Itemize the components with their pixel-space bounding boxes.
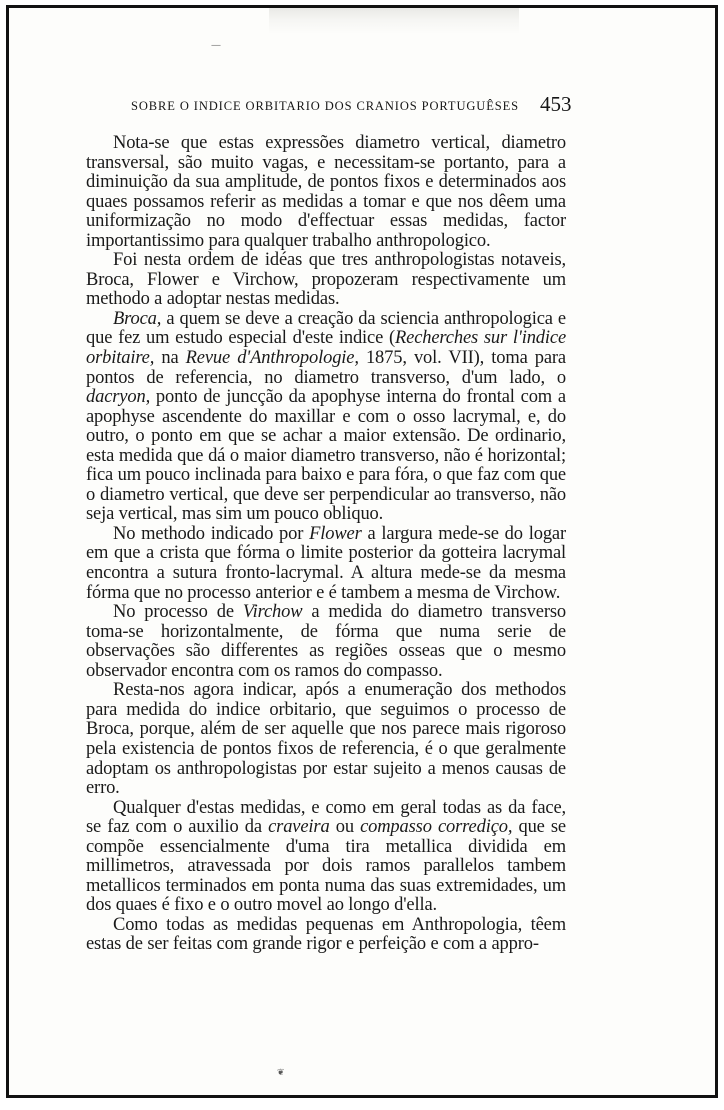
italic-text: Broca, [113, 308, 162, 329]
text-run: Como todas as medidas pequenas em Anthropologia, têem estas de ser feitas com grande rigor e perfeição e com a appro- [86, 914, 566, 955]
ink-mark: — [211, 40, 221, 51]
paragraph [86, 310, 566, 525]
text-run: No processo de [113, 602, 243, 623]
footer-ink-mark: ❦ [277, 1068, 285, 1078]
text-run: a quem se deve a creação da sciencia anthropologica e que fez um estudo especial d'este indice ( [86, 308, 566, 349]
text-run: na [154, 348, 186, 369]
paragraph [86, 251, 566, 310]
text-run: Nota-se que estas expressões diametro vertical, diametro transversal, são muito vagas, e necessitam-se portanto, para a diminuição da sua amplitude, de pontos fixos e determinados aos quaes possamos referir as medidas a tomar e que nos dêem uma uniformização no modo d'effectuar essas medidas, factor importantissimo para qualquer trabalho anthropologico. [86, 133, 566, 251]
text-run: que se compõe essencialmente d'uma tira metallica dividida em millimetros, atravessada por dois ramos parallelos tambem metallicos terminados em ponta numa das suas extremidades, um dos quaes é fixo e o outro movel ao longo d'ella. [86, 817, 566, 916]
text-run: 1875, vol. VII), toma para pontos de referencia, no diametro transverso, d'um lado, o [86, 348, 566, 388]
italic-text: Flower [309, 523, 362, 544]
body-text [86, 134, 566, 955]
text-run: Foi nesta ordem de idéas que tres anthropologistas notaveis, Broca, Flower e Virchow, propozeram respectivamente um methodo a adoptar nestas medidas. [86, 250, 566, 310]
text-run: a medida do diametro transverso toma-se horizontalmente, de fórma que numa serie de observações são differentes as regiões osseas que o mesmo observador encontra com os ramos do compasso. [86, 602, 566, 681]
running-head-title: SOBRE O INDICE ORBITARIO DOS CRANIOS PORTUGUÊSES [131, 99, 520, 113]
text-run: a largura mede-se do logar em que a crista que fórma o limite posterior da gotteira lacrymal encontra a sutura fronto-lacrymal. A altura mede-se da mesma fórma que no processo anterior e é tambem a mesma de Virchow. [86, 523, 566, 603]
italic-text: compasso corrediço, [360, 817, 513, 838]
italic-text: Recherches sur l'indice orbitaire, [86, 328, 567, 369]
paragraph [86, 603, 566, 681]
italic-text: Virchow [242, 602, 303, 623]
scanned-page [6, 5, 718, 1098]
italic-text: craveira [268, 817, 330, 838]
page-number: 453 [540, 92, 572, 116]
italic-text: Revue d'Anthropologie, [185, 348, 359, 369]
text-run: ou [329, 817, 361, 838]
paragraph [86, 681, 566, 798]
paragraph [86, 134, 566, 251]
text-run: Qualquer d'estas medidas, e como em geral todas as da face, se faz com o auxilio da [86, 797, 566, 838]
italic-text: dacryon, [86, 387, 151, 408]
paragraph [86, 799, 566, 916]
paragraph [86, 525, 566, 603]
paragraph [86, 916, 566, 955]
scan-smudge [269, 8, 519, 34]
text-run: ponto de juncção da apophyse interna do frontal com a apophyse ascendente do maxillar e com o osso lacrymal, e, do outro, o ponto em que se achar a maior extensão. De ordinario, esta medida que dá o maior diametro transverso, não é horizontal; fica um pouco inclinada para baixo e para fóra, o que faz com que o diametro vertical, que deve ser perpendicular ao transverso, não seja vertical, mas sim um pouco obliquo. [86, 387, 566, 525]
text-run: No methodo indicado por [113, 523, 310, 544]
text-run: Resta-nos agora indicar, após a enumeração dos methodos para medida do indice orbitario, que seguimos o processo de Broca, porque, além de ser aquelle que nos parece mais rigoroso pela existencia de pontos fixos de referencia, é o que geralmente adoptam os anthropologistas por estar sujeito a menos causas de erro. [86, 680, 566, 799]
